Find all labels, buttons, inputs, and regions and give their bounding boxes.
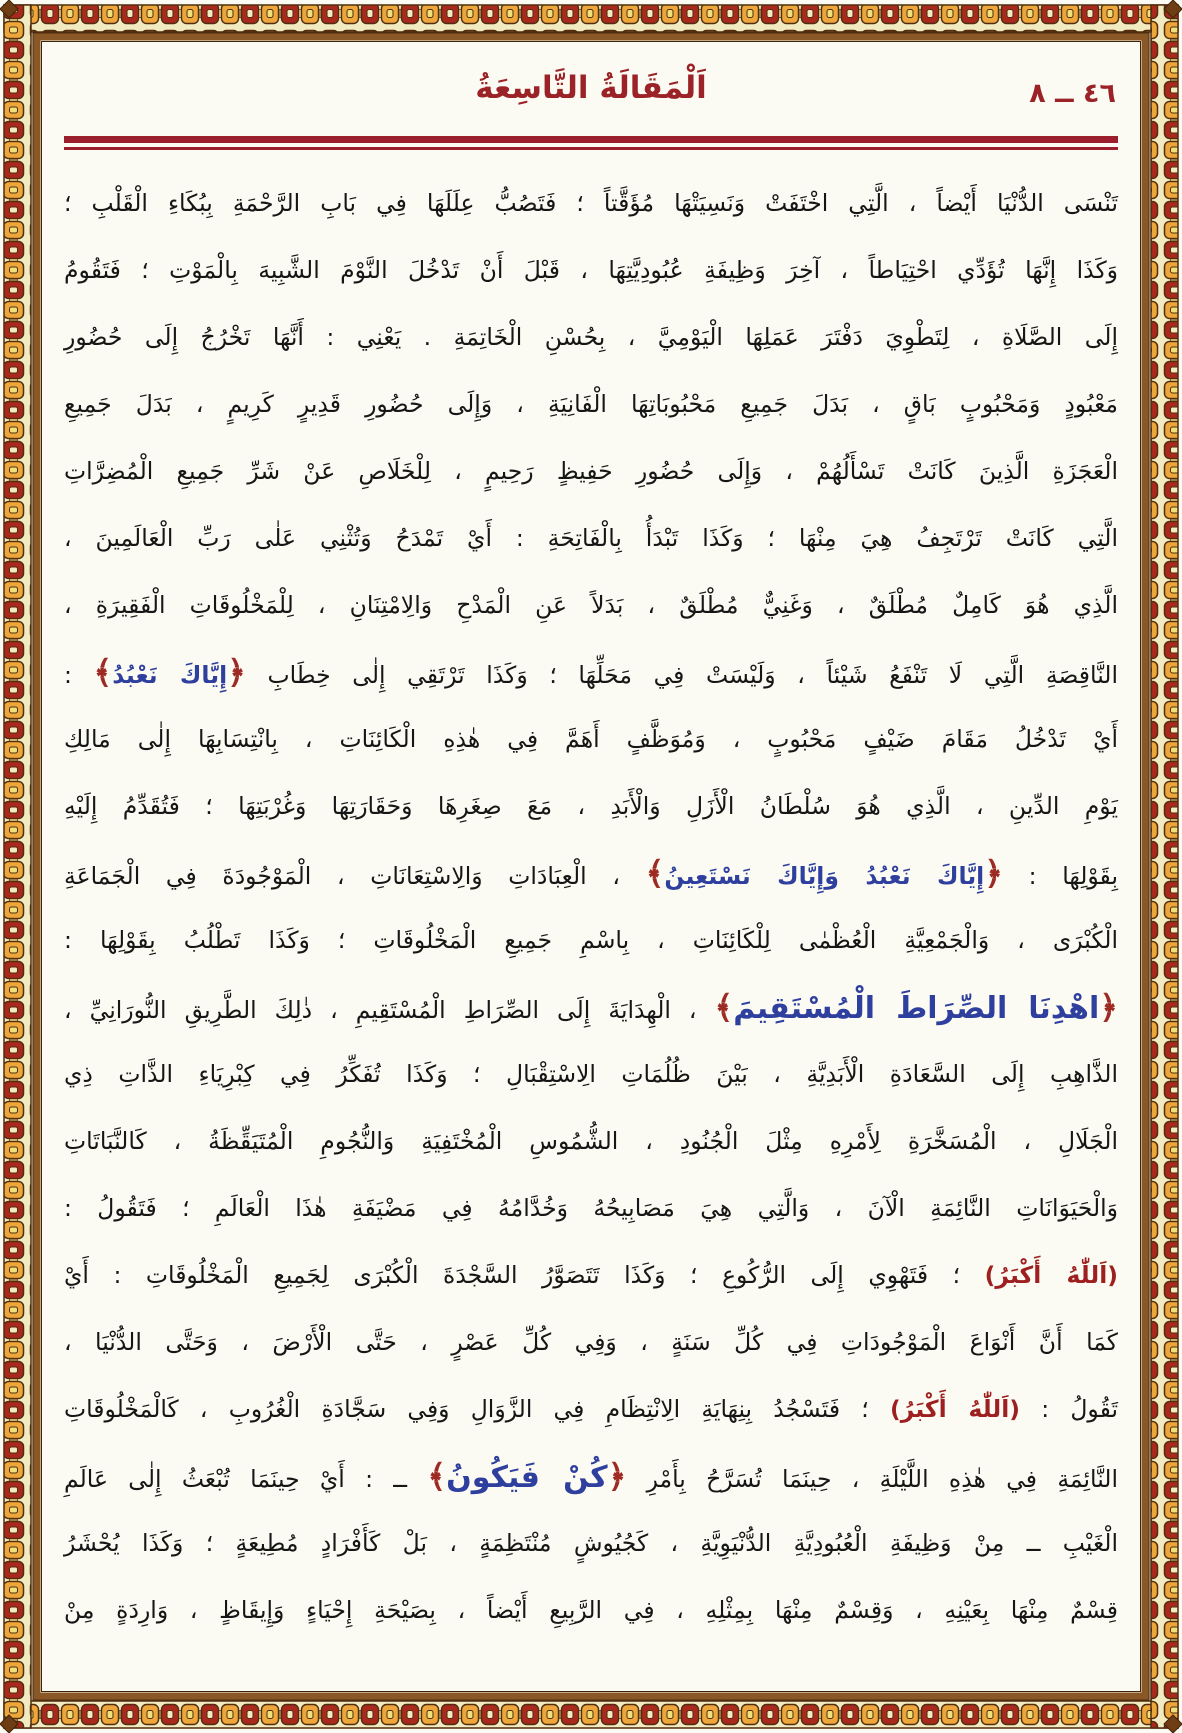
text-segment: ، الْعِبَادَاتِ وَالِاسْتِعَانَاتِ ، الْمَوْجُودَةَ فِي الْجَمَاعَةِ [64, 862, 646, 890]
header-rule-thin [64, 147, 1118, 150]
text-segment: الْجَلَالِ ، الْمُسَخَّرَةِ لِأَمْرِهِ مِثْلَ الْجُنُودِ ، الشُّمُوسِ الْمُخْتَفِيَةِ وَالنُّجُومِ الْمُتَيَقِّظَةُ ، كَالنَّبَاتَاتِ [64, 1127, 1118, 1155]
quran-quote: إِيَّاكَ نَعْبُدُ [112, 661, 228, 689]
text-line [64, 974, 1118, 1041]
text-segment: الْعَجَزَةِ الَّذِينَ كَانَتْ تَسْأَلُهُمْ ، وَإِلَى حُضُورِ حَفِيظٍ رَحِيمٍ ، لِلْخَلَاصِ عَنْ شَرِّ جَمِيعِ الْمُضِرَّاتِ [64, 457, 1118, 485]
quran-quote: كُنْ فَيَكُونُ [446, 1460, 608, 1495]
text-line [64, 1108, 1118, 1175]
text-line [64, 1577, 1118, 1644]
text-segment: ، الْهِدَايَةَ إِلَى الصِّرَاطِ الْمُسْتَقِيمِ ، ذٰلِكَ الطَّرِيقِ النُّورَانِيِّ ، [64, 996, 715, 1024]
text-segment: ــ : أَيْ حِينَمَا تُبْعَثُ إِلٰى عَالَمِ [64, 1465, 428, 1493]
page-number: ٤٦ ــ ٨ [1029, 78, 1116, 109]
page-title: اَلْمَقَالَةُ التَّاسِعَةُ [475, 70, 707, 106]
text-segment: يَوْمِ الدِّينِ ، الَّذِي هُوَ سُلْطَانُ الْأَزَلِ وَالْأَبَدِ ، مَعَ صِغَرِهَا وَحَقَارَتِهَا وَغُرْبَتِهَا ؛ فَتُقَدِّمُ إِلَيْهِ [64, 792, 1118, 820]
text-segment: وَالْحَيَوَانَاتِ النَّائِمَةِ الْآنَ ، وَالَّتِي هِيَ مَصَابِيحُهُ وَخُدَّامُهُ فِي مَضْيَفَةِ هٰذَا الْعَالَمِ ؛ فَتَقُولُ : [64, 1194, 1118, 1222]
takbir-phrase: (اَللّٰهُ أَكْبَرُ) [984, 1261, 1118, 1289]
text-line [64, 907, 1118, 974]
ornate-bracket: ﴿ [984, 854, 1003, 892]
text-line [64, 170, 1118, 237]
page-header [64, 52, 1118, 136]
text-line [64, 1041, 1118, 1108]
text-line [64, 840, 1118, 907]
border-band-left [4, 5, 31, 1728]
ornate-bracket: ﴾ [93, 653, 113, 691]
text-segment: إِلَى الصَّلَاةِ ، لِتَطْوِيَ دَفْتَرَ عَمَلِهَا الْيَوْمِيَّ ، بِحُسْنِ الْخَاتِمَةِ . يَعْنِي : أَنَّهَا تَخْرُجُ إِلَى حُضُورِ [64, 323, 1118, 351]
takbir-phrase: (اَللّٰهُ أَكْبَرُ) [889, 1395, 1021, 1423]
text-segment: الَّذِي هُوَ كَامِلٌ مُطْلَقٌ ، وَغَنِيٌّ مُطْلَقٌ ، بَدَلاً عَنِ الْمَدْحِ وَالِامْتِنَانِ ، لِلْمَخْلُوقَاتِ الْفَقِيرَةِ ، [64, 591, 1118, 619]
ornate-bracket: ﴿ [1099, 988, 1118, 1026]
text-segment: النَّائِمَةِ فِي هٰذِهِ اللَّيْلَةِ ، حِينَمَا تُسَرَّحُ بِأَمْرِ [626, 1465, 1118, 1493]
text-line [64, 706, 1118, 773]
text-segment: بِقَوْلِهَا : [1002, 862, 1118, 890]
quran-quote: اهْدِنَا الصِّرَاطَ الْمُسْتَقِيمَ [733, 991, 1100, 1026]
text-segment: الْكُبْرَى ، وَالْجَمْعِيَّةِ الْعُظْمٰى لِلْكَائِنَاتِ ، بِاسْمِ جَمِيعِ الْمَخْلُوقَاتِ ؛ وَكَذَا تَطْلُبُ بِقَوْلِهَا : [64, 926, 1118, 954]
text-segment: تَنْسَى الدُّنْيَا أَيْضاً ، الَّتِي اخْتَفَتْ وَنَسِيَتْهَا مُؤَقَّتاً ؛ فَتَصُبُّ عِلَلَهَا فِي بَابِ الرَّحْمَةِ بِبُكَاءِ الْقَلْبِ ؛ [64, 189, 1118, 217]
text-line [64, 639, 1118, 706]
text-line [64, 1175, 1118, 1242]
text-line [64, 1242, 1118, 1309]
text-line [64, 304, 1118, 371]
text-line [64, 572, 1118, 639]
text-line [64, 237, 1118, 304]
text-segment: قِسْمٌ مِنْهَا بِعَيْنِهِ ، وَقِسْمٌ مِنْهَا بِمِثْلِهِ ، فِي الرَّبِيعِ أَيْضاً ، بِصَيْحَةِ إِحْيَاءٍ وَإِيقَاظٍ ، وَارِدَةٍ مِنْ [64, 1596, 1118, 1624]
text-line [64, 505, 1118, 572]
text-segment: كَمَا أَنَّ أَنْوَاعَ الْمَوْجُودَاتِ فِي كُلِّ سَنَةٍ ، وَفِي كُلِّ عَصْرٍ ، حَتَّى الْأَرْضَ ، وَحَتَّى الدُّنْيَا ، [64, 1328, 1118, 1356]
text-line [64, 1510, 1118, 1577]
text-segment: الذَّاهِبِ إِلَى السَّعَادَةِ الْأَبَدِيَّةِ ، بَيْنَ ظُلُمَاتِ الِاسْتِقْبَالِ ؛ وَكَذَا تُفَكِّرُ فِي كِبْرِيَاءِ الذَّاتِ ذِي [64, 1060, 1118, 1088]
ornate-bracket: ﴿ [227, 653, 246, 691]
text-segment: الْغَيْبِ ــ مِنْ وَظِيفَةِ الْعُبُودِيَّةِ الدُّنْيَوِيَّةِ ، كَجُيُوشٍ مُنْتَظِمَةٍ ، بَلْ كَأَفْرَادٍ مُطِيعَةٍ ؛ وَكَذَا يُحْشَرُ [64, 1529, 1118, 1557]
text-segment: ؛ فَتَهْوِي إِلَى الرُّكُوعِ ؛ وَكَذَا تَتَصَوَّرُ السَّجْدَةَ الْكُبْرَى لِجَمِيعِ الْمَخْلُوقَاتِ : أَيْ [64, 1261, 985, 1289]
text-line [64, 1376, 1118, 1443]
text-segment: النَّاقِصَةِ الَّتِي لَا تَنْفَعُ شَيْئاً ، وَلَيْسَتْ فِي مَحَلِّهَا ؛ وَكَذَا تَرْتَقِي إِلٰى خِطَابِ [245, 661, 1118, 689]
text-segment: : [64, 661, 94, 689]
ornate-bracket: ﴾ [714, 988, 734, 1026]
text-segment: مَعْبُودٍ وَمَحْبُوبٍ بَاقٍ ، بَدَلَ جَمِيعِ مَحْبُوبَاتِهَا الْفَانِيَةِ ، وَإِلَى حُضُورِ قَدِيرٍ كَرِيمٍ ، بَدَلَ جَمِيعِ [64, 390, 1118, 418]
ornate-bracket: ﴿ [607, 1457, 627, 1495]
text-segment: تَقُولُ : [1020, 1395, 1118, 1423]
text-segment: ؛ فَتَسْجُدُ بِنِهَايَةِ الِانْتِظَامِ فِي الزَّوَالِ وَفِي سَجَّادَةِ الْغُرُوبِ ، كَالْمَخْلُوقَاتِ [64, 1395, 890, 1423]
text-line [64, 773, 1118, 840]
body-text [64, 170, 1118, 1644]
text-segment: الَّتِي كَانَتْ تَرْتَجِفُ هِيَ مِنْهَا ؛ وَكَذَا تَبْدَأُ بِالْفَاتِحَةِ : أَيْ تَمْدَحُ وَتُثْنِي عَلٰى رَبِّ الْعَالَمِينَ ، [64, 524, 1118, 552]
text-line [64, 1309, 1118, 1376]
ornate-bracket: ﴾ [427, 1457, 447, 1495]
border-band-top [4, 5, 1178, 32]
quran-quote: إِيَّاكَ نَعْبُدُ وَإِيَّاكَ نَسْتَعِينُ [664, 862, 985, 890]
text-segment: وَكَذَا إِنَّهَا تُؤَدِّي احْتِيَاطاً ، آخِرَ وَظِيفَةِ عُبُودِيَّتِهَا ، قَبْلَ أَنْ تَدْخُلَ النَّوْمَ الشَّبِيهَ بِالْمَوْتِ ؛ فَتَقُومُ [64, 256, 1118, 284]
page-content [64, 52, 1118, 1644]
text-line [64, 371, 1118, 438]
text-line [64, 438, 1118, 505]
text-line [64, 1443, 1118, 1510]
text-segment: أَيْ تَدْخُلُ مَقَامَ ضَيْفٍ مَحْبُوبٍ ، وَمُوَظَّفٍ أَهَمَّ فِي هٰذِهِ الْكَائِنَاتِ ، بِانْتِسَابِهَا إِلٰى مَالِكِ [64, 725, 1118, 753]
border-band-right [1151, 5, 1178, 1728]
ornate-bracket: ﴾ [645, 854, 665, 892]
header-rule-thick [64, 136, 1118, 143]
border-band-bottom [4, 1701, 1178, 1728]
